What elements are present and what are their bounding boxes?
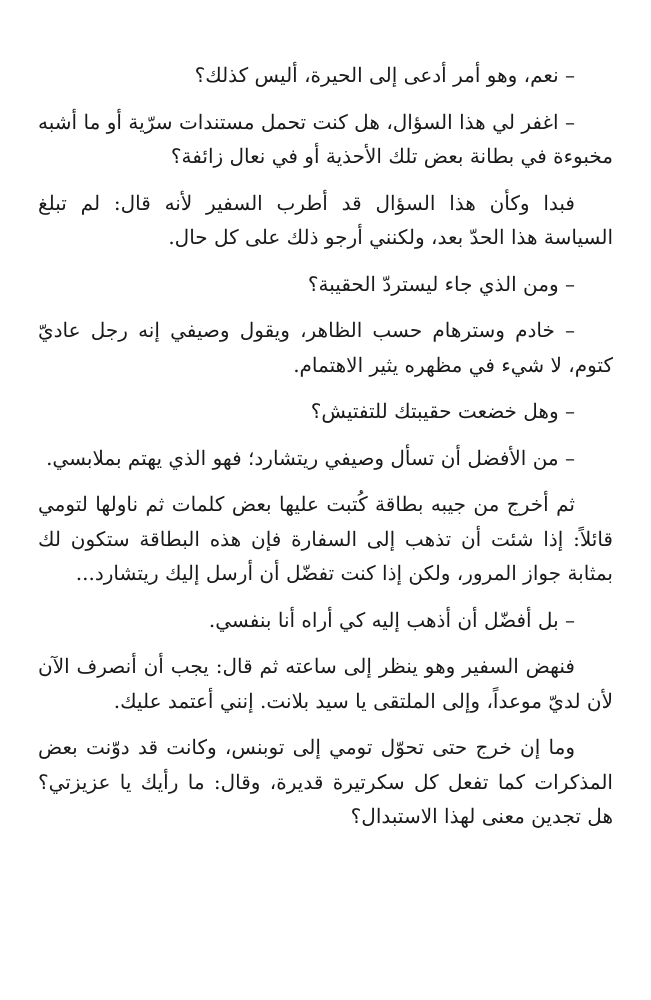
paragraph: – من الأفضل أن تسأل وصيفي ريتشارد؛ فهو الذي يهتم بملابسي. [46, 445, 575, 470]
paragraph: – بل أفضّل أن أذهب إليه كي أراه أنا بنفسي. [208, 607, 575, 632]
paragraph: – خادم وسترهام حسب الظاهر، ويقول وصيفي إنه رجل عاديّ كتوم، لا شيء في مظهره يثير الاهتمام. [38, 318, 613, 377]
paragraph: – وهل خضعت حقيبتك للتفتيش؟ [310, 399, 575, 423]
paragraph: – اغفر لي هذا السؤال، هل كنت تحمل مستندات سرّية أو ما أشبه مخبوءة في بطانة بعض تلك الأحذية أو في نعال زائفة؟ [38, 109, 613, 168]
paragraph: فبدا وكأن هذا السؤال قد أطرب السفير لأنه قال: لم تبلغ السياسة هذا الحدّ بعد، ولكنني أرجو ذلك على كل حال. [38, 190, 613, 249]
paragraph: وما إن خرج حتى تحوّل تومي إلى توبنس، وكانت قد دوّنت بعض المذكرات كما تفعل كل سكرتيرة قديرة، وقال: ما رأيك يا عزيزتي؟ هل تجدين معنى لهذا الاستبدال؟ [38, 735, 613, 828]
paragraph: ثم أخرج من جيبه بطاقة كُتبت عليها بعض كلمات ثم ناولها لتومي قائلاً: إذا شئت أن تذهب إلى السفارة فإن هذه البطاقة ستكون لك بمثابة جواز المرور، ولكن إذا كنت تفضّل أن أرسل إليك ريتشارد... [38, 492, 613, 585]
paragraph: – نعم، وهو أمر أدعى إلى الحيرة، أليس كذلك؟ [194, 63, 575, 87]
paragraph: – ومن الذي جاء ليستردّ الحقيبة؟ [307, 271, 575, 296]
paragraph: فنهض السفير وهو ينظر إلى ساعته ثم قال: يجب أن أنصرف الآن لأن لديّ موعداً، وإلى الملتقى يا سيد بلانت. إنني أعتمد عليك. [38, 654, 613, 713]
